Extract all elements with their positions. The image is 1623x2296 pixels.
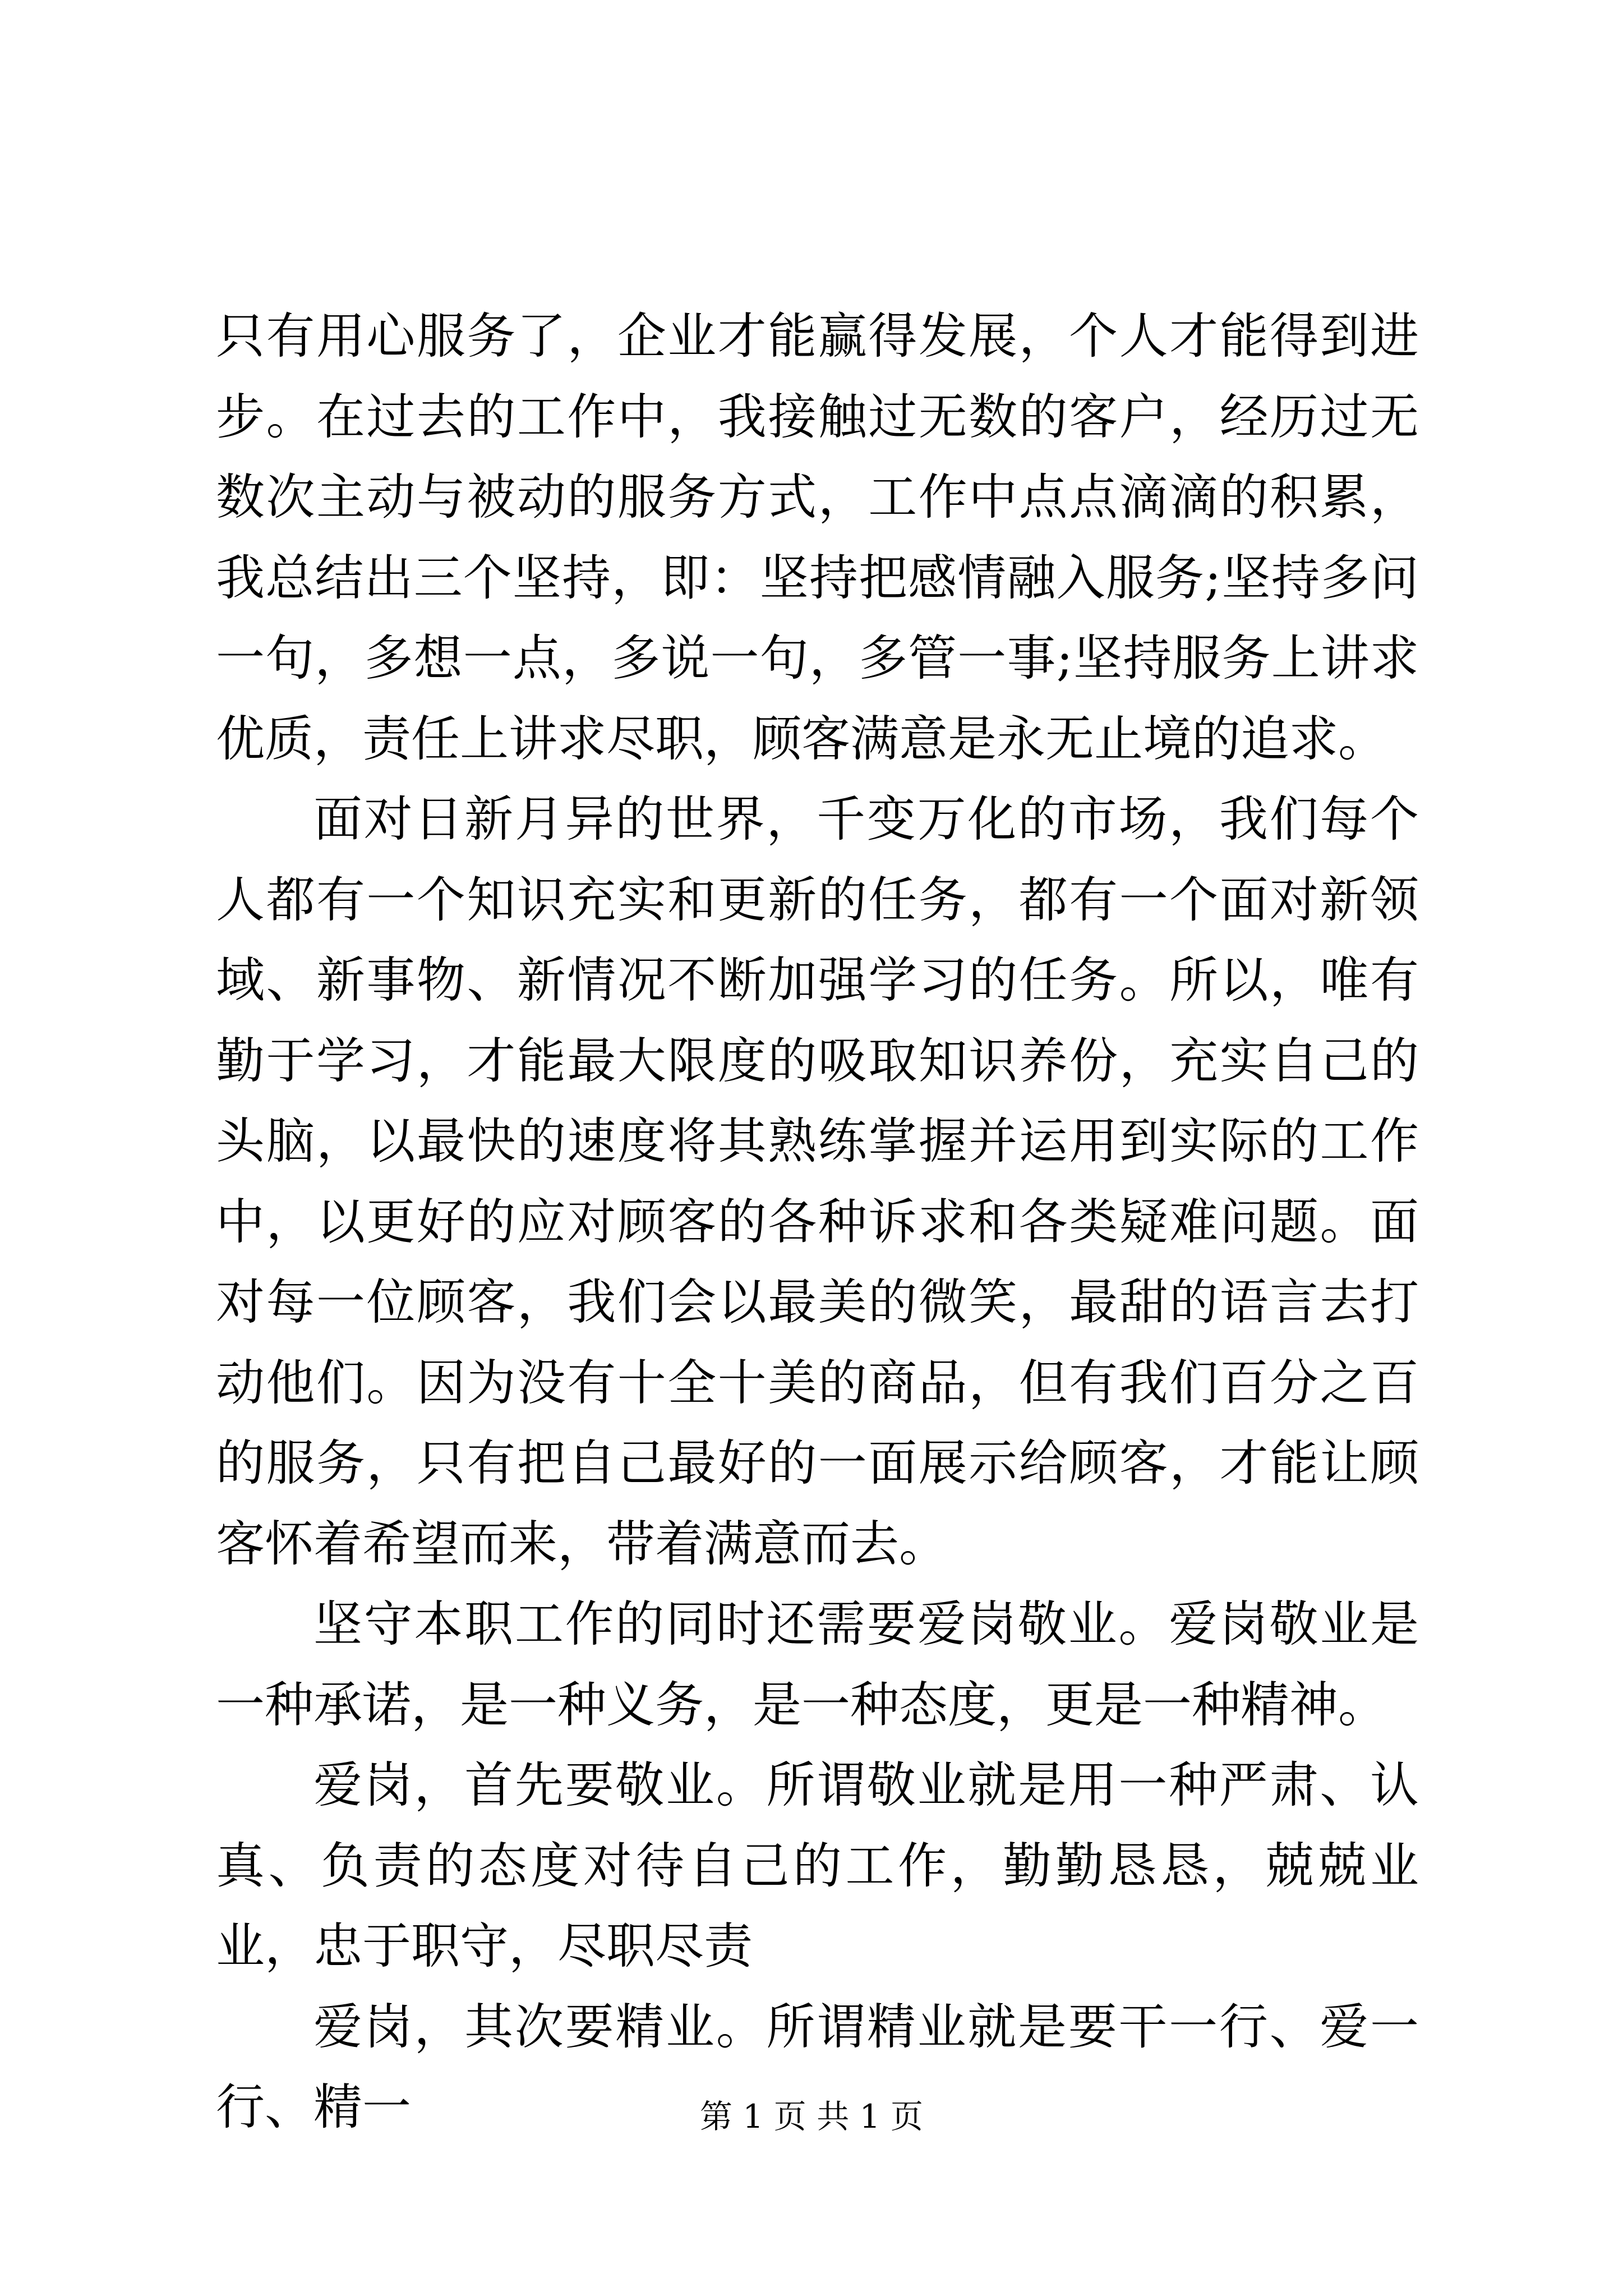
paragraph-1: 只有用心服务了，企业才能赢得发展，个人才能得到进步。在过去的工作中，我接触过无数的客户，经历过无数次主动与被动的服务方式，工作中点点滴滴的积累，我总结出三个坚持，即：坚持把感情融入服务;坚持多问一句，多想一点，多说一句，多管一事;坚持服务上讲求优质，责任上讲求尽职，顾客满意是永无止境的追求。 — [216, 307, 1419, 767]
page-footer: 第 1 页 共 1 页 — [700, 2097, 923, 2136]
paragraph-3: 坚守本职工作的同时还需要爱岗敬业。爱岗敬业是一种承诺，是一种义务，是一种态度，更是一种精神。 — [216, 1595, 1419, 1733]
paragraph-4: 爱岗，首先要敬业。所谓敬业就是用一种严肃、认真、负责的态度对待自己的工作，勤勤恳恳，兢兢业业，忠于职守，尽职尽责 — [216, 1756, 1419, 1975]
paragraph-5: 爱岗，其次要精业。所谓精业就是要干一行、爱一行、精一 — [216, 1998, 1419, 2136]
paragraph-2: 面对日新月异的世界，千变万化的市场，我们每个人都有一个知识充实和更新的任务，都有一个面对新领域、新事物、新情况不断加强学习的任务。所以，唯有勤于学习，才能最大限度的吸取知识养份，充实自己的头脑，以最快的速度将其熟练掌握并运用到实际的工作中，以更好的应对顾客的各种诉求和各类疑难问题。面对每一位顾客，我们会以最美的微笑，最甜的语言去打动他们。因为没有十全十美的商品，但有我们百分之百的服务，只有把自己最好的一面展示给顾客，才能让顾客怀着希望而来，带着满意而去。 — [216, 790, 1419, 1572]
document-body — [216, 296, 1419, 2148]
